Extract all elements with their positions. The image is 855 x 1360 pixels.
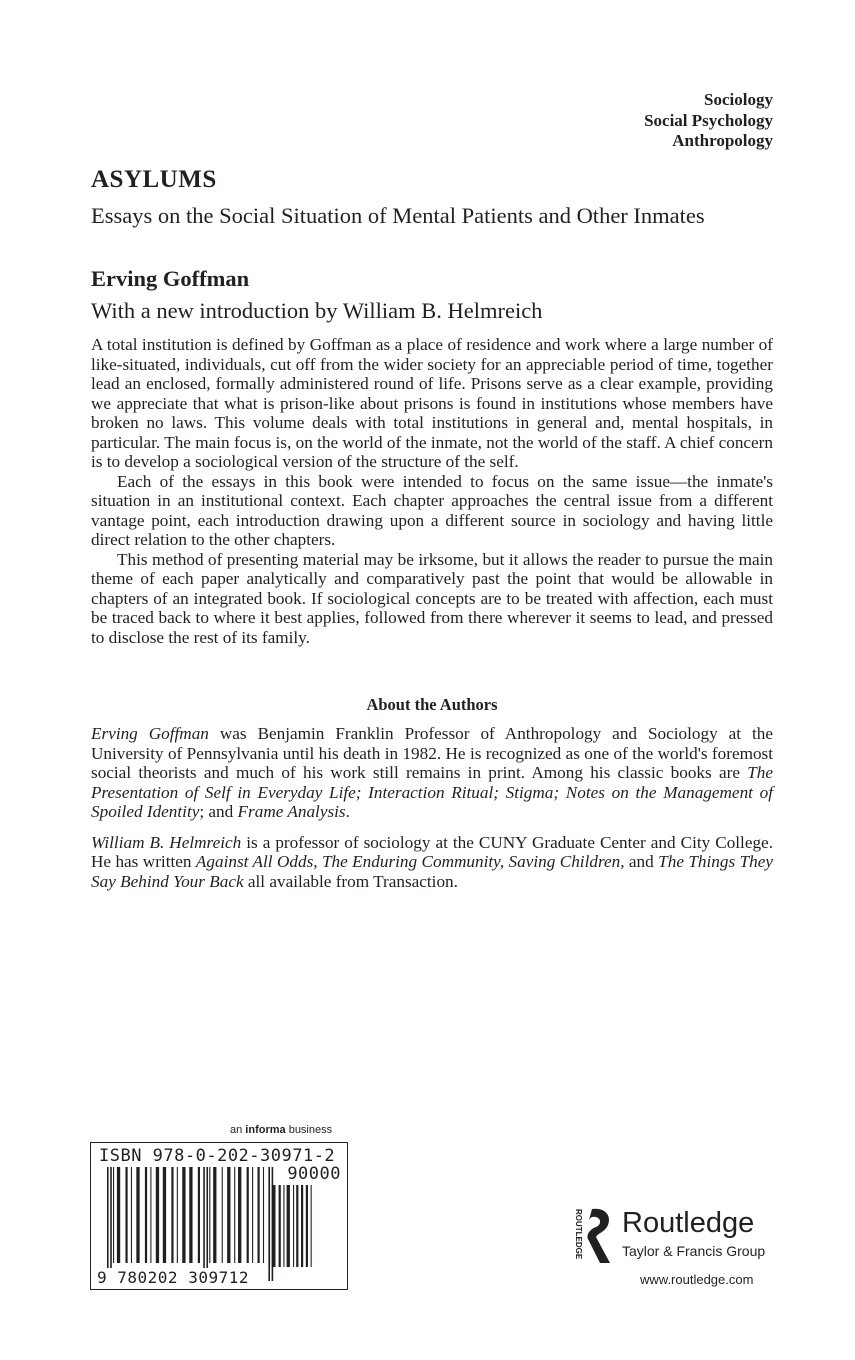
barcode-bar	[301, 1185, 303, 1267]
barcode-bar	[263, 1167, 264, 1263]
publisher-url: www.routledge.com	[640, 1272, 754, 1287]
barcode-bar	[198, 1167, 200, 1263]
barcode-bar	[306, 1185, 308, 1267]
informa-brand: informa	[245, 1124, 286, 1136]
subject-label: Sociology	[704, 90, 773, 109]
logo-wordmark: ROUTLEDGE	[574, 1209, 583, 1260]
barcode-bar	[163, 1167, 166, 1263]
barcode-bar	[296, 1185, 298, 1267]
subject-label: Social Psychology	[644, 110, 773, 130]
barcode-bar	[182, 1167, 185, 1263]
barcode-bar	[150, 1167, 151, 1263]
publisher-group: Taylor & Francis Group	[622, 1243, 766, 1259]
subject-categories	[644, 90, 773, 152]
barcode-bar	[222, 1167, 223, 1263]
barcode-bar	[279, 1185, 281, 1267]
price-code: 90000	[287, 1164, 341, 1184]
barcode-bar	[209, 1167, 210, 1263]
barcode-bar	[113, 1167, 114, 1263]
description-paragraph: This method of presenting material may be irksome, but it allows the reader to pursue the main theme of each paper analytically and comparatively past the point that would be allowable in chapters of an integrated book. If sociological concepts are to be treated with affection, each must be traced back to where it best applies, followed from there wherever it seems to lead, and pressed to disclose the rest of its family.	[91, 549, 773, 647]
book-title: ASYLUMS	[91, 166, 217, 193]
publisher-block	[570, 1205, 770, 1295]
barcode-bar	[252, 1167, 253, 1263]
bio-book-titles: Frame Analysis	[237, 802, 346, 821]
barcode-bar	[156, 1167, 159, 1263]
informa-business-label	[230, 1124, 332, 1136]
book-author: Erving Goffman	[91, 266, 250, 291]
barcode-bar	[287, 1185, 290, 1267]
bio-text: is a professor of sociology at the CUNY Graduate Center and City College. He has written	[91, 832, 773, 871]
goffman-bio	[91, 724, 773, 822]
bio-book-titles: The Things They Say Behind Your Back	[91, 852, 773, 891]
isbn-number: ISBN 978-0-202-30971-2	[99, 1146, 336, 1166]
bio-author-name: William B. Helmreich	[91, 832, 242, 852]
barcode-digits: 9 780202 309712	[97, 1268, 249, 1287]
barcode-bar	[283, 1185, 284, 1267]
description-paragraph: A total institution is defined by Goffman as a place of residence and work where a large number of like-situated, individuals, cut off from the wider society for an appreciable period of time, together lead an enclosed, formally administered round of life. Prisons serve as a clear example, providing we appreciate that what is prison-like about prisons is found in institutions whose members have broken no laws. This volume deals with total institutions in general and, mental hospitals, in particular. The main focus is, on the world of the inmate, not the world of the staff. A chief concern is to develop a sociological version of the structure of the self.	[91, 335, 773, 471]
informa-suffix: business	[285, 1124, 333, 1136]
bio-text: .	[345, 802, 350, 821]
bio-text: and	[624, 852, 659, 871]
barcode-bar	[293, 1185, 294, 1267]
subject-label: Anthropology	[672, 131, 773, 150]
description-paragraph: Each of the essays in this book were intended to focus on the same issue—the inmate's situation in an institutional context. Each chapter approaches the central issue from a different vantage point, each introduction drawing upon a different source in sociology and having little direct relation to the other chapters.	[91, 471, 773, 549]
barcode-bar	[136, 1167, 139, 1263]
barcode-bar	[234, 1167, 235, 1263]
bio-text: was Benjamin Franklin Professor of Anthropology and Sociology at the University of Pennsylvania until his death in 1982. He is recognized as one of the world's foremost social theorists and much of his work still remains in print. Among his classic books are	[91, 724, 774, 782]
barcode-bar	[269, 1185, 270, 1267]
barcode-bar	[213, 1167, 216, 1263]
about-authors-heading: About the Authors	[366, 695, 498, 714]
bio-book-titles: The Presentation of Self in Everyday Life; Interaction Ritual; Stigma; Notes on the Management of Spoiled Identity	[91, 763, 773, 821]
barcode-bar	[107, 1167, 109, 1281]
author-bios	[91, 724, 773, 902]
bio-author-name: Erving Goffman	[91, 724, 209, 743]
bio-book-titles: Against All Odds, The Enduring Community, Saving Children,	[195, 852, 625, 871]
publisher-name: Routledge	[622, 1207, 755, 1239]
barcode-bar	[238, 1167, 241, 1263]
barcode-bar	[171, 1167, 173, 1263]
bio-text: all available from Transaction.	[243, 871, 458, 891]
barcode-bar	[177, 1167, 178, 1263]
book-subtitle: Essays on the Social Situation of Mental Patients and Other Inmates	[91, 203, 705, 228]
barcode-bar	[203, 1167, 205, 1281]
barcode-bar	[110, 1167, 112, 1281]
barcode-bar	[189, 1167, 192, 1263]
barcode-bar	[117, 1167, 120, 1263]
isbn-barcode	[90, 1142, 348, 1290]
barcode-bar	[227, 1167, 230, 1263]
book-description	[91, 335, 773, 647]
barcode-bar	[145, 1167, 147, 1263]
barcode-bar	[272, 1185, 275, 1267]
barcode-bar	[131, 1167, 132, 1263]
introduction-credit: With a new introduction by William B. Helmreich	[91, 298, 543, 323]
bio-text: ; and	[199, 802, 238, 821]
barcode-bar	[125, 1167, 127, 1263]
informa-prefix: an	[230, 1124, 246, 1136]
routledge-logo-icon	[570, 1205, 618, 1267]
barcode-bar	[258, 1167, 260, 1263]
barcode-bar	[311, 1185, 312, 1267]
barcode-bar	[247, 1167, 249, 1263]
helmreich-bio	[91, 833, 773, 892]
barcode-bar	[206, 1167, 208, 1281]
